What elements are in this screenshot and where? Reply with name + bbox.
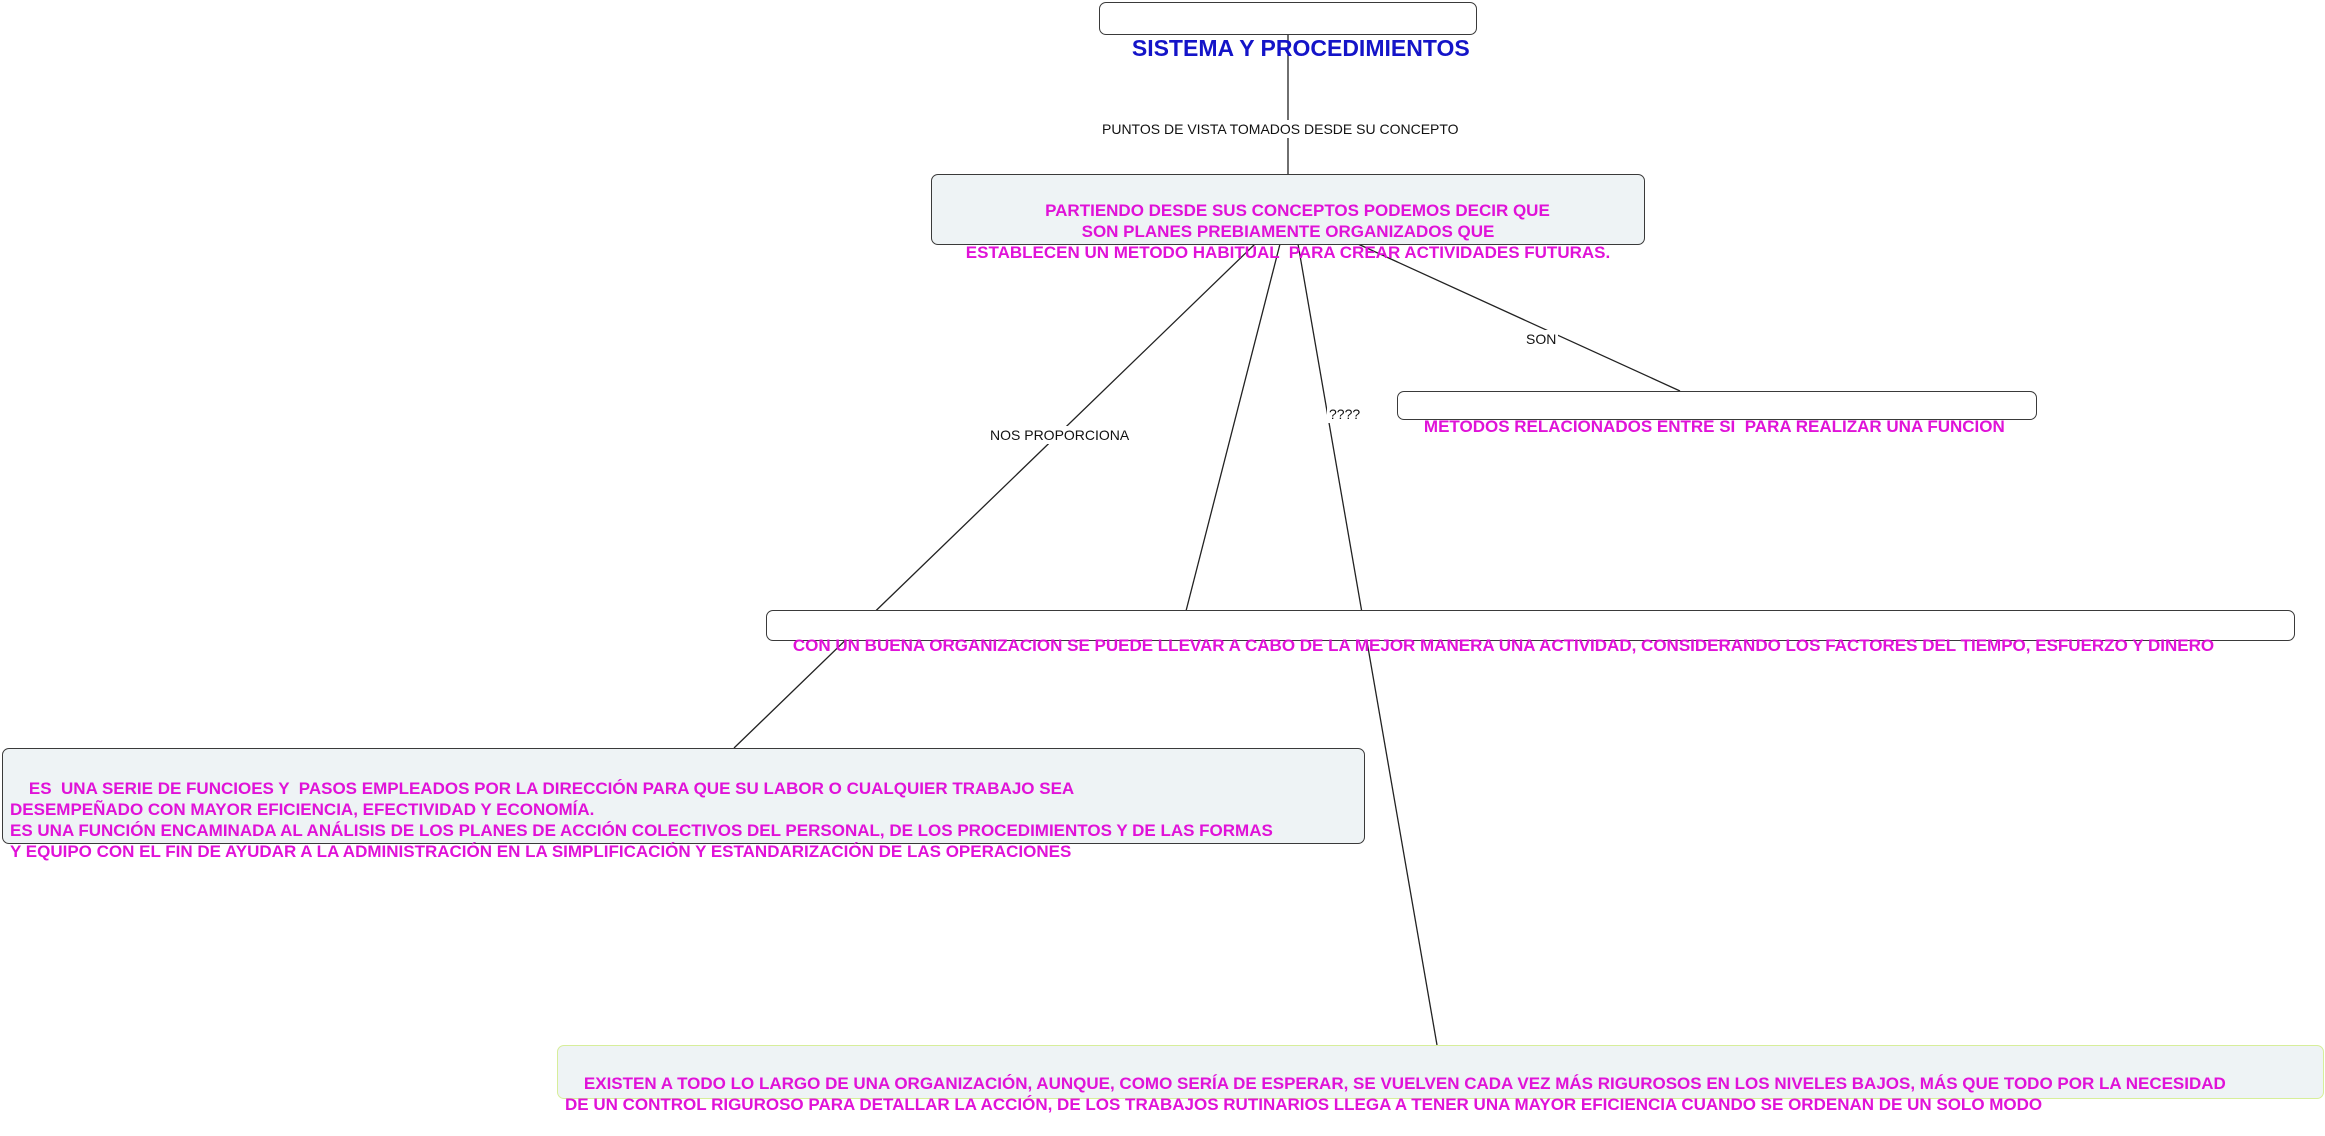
related-methods-text: METODOS RELACIONADOS ENTRE SI PARA REALIZAR UNA FUNCION (1423, 417, 2005, 436)
link-label-viewpoints: PUNTOS DE VISTA TOMADOS DESDE SU CONCEPTO (1102, 121, 1459, 137)
existence-node[interactable] (557, 1045, 2324, 1114)
function-series-text: ES UNA SERIE DE FUNCIOES Y PASOS EMPLEADOS POR LA DIRECCIÓN PARA QUE SU LABOR O CUALQUIER TRABAJO SEA DESEMPEÑADO CON MAYOR EFICIENCIA, EFECTIVIDAD Y ECONOMÍA. ES UNA FUNCIÓN ENCAMINADA AL ANÁLISIS DE LOS PLANES DE ACCIÓN COLECTIVOS DEL PERSONAL, DE LOS PROCEDIMIENTOS Y DE LAS FORMAS Y EQUIPO CON EL FIN DE AYUDAR A LA ADMINISTRACIÓN EN LA SIMPLIFICACIÓN Y ESTANDARIZACIÓN DE LAS OPERACIONES (10, 779, 1273, 861)
title-text: SISTEMA Y PROCEDIMIENTOS (1131, 35, 1470, 61)
connector-definition-to-good-organization (1186, 244, 1280, 611)
good-organization-text: CON UN BUENA ORGANIZACION SE PUEDE LLEVAR A CABO DE LA MEJOR MANERA UNA ACTIVIDAD, CONSIDERANDO LOS FACTORES DEL TIEMPO, ESFUERZO Y DINERO (792, 636, 2215, 655)
good-organization-node[interactable] (766, 610, 2295, 655)
link-label-provides: NOS PROPORCIONA (990, 427, 1130, 443)
function-series-node[interactable] (2, 748, 1365, 861)
connector-definition-to-function-series (734, 244, 1255, 748)
concept-definition-node[interactable] (931, 174, 1645, 262)
related-methods-node[interactable] (1397, 391, 2037, 436)
title-node[interactable] (1099, 2, 1477, 61)
link-label-son: SON (1526, 331, 1557, 347)
concept-definition-text: PARTIENDO DESDE SUS CONCEPTOS PODEMOS DECIR QUE SON PLANES PREBIAMENTE ORGANIZADOS QUE ESTABLECEN UN METODO HABITUAL PARA CREAR ACTIVIDADES FUTURAS. (965, 201, 1611, 262)
connector-definition-to-methods (1358, 244, 1680, 391)
link-label-question: ???? (1329, 406, 1361, 422)
existence-text: EXISTEN A TODO LO LARGO DE UNA ORGANIZACIÓN, AUNQUE, COMO SERÍA DE ESPERAR, SE VUELVEN CADA VEZ MÁS RIGUROSOS EN LOS NIVELES BAJOS, MÁS QUE TODO POR LA NECESIDAD DE UN CONTROL RIGUROSO PARA DETALLAR LA ACCIÓN, DE LOS TRABAJOS RUTINARIOS LLEGA A TENER UNA MAYOR EFICIENCIA CUANDO SE ORDENAN DE UN SOLO MODO (565, 1074, 2226, 1114)
